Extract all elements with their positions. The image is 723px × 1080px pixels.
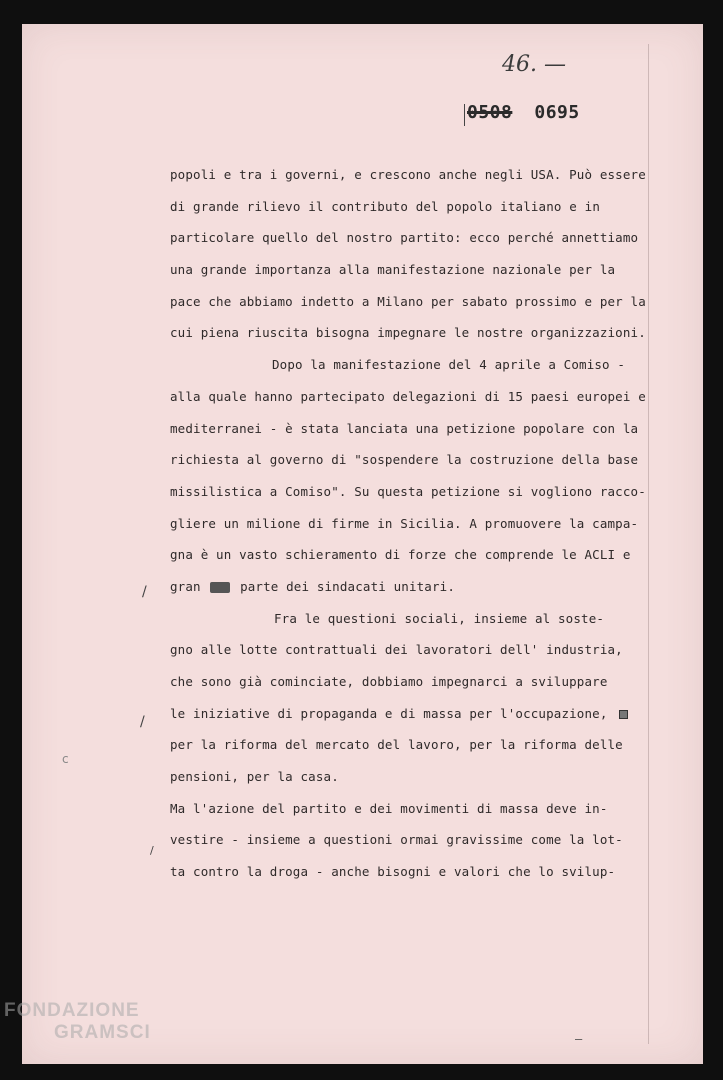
margin-pencil-mark: c xyxy=(62,752,69,766)
text-fragment: le iniziative di propaganda e di massa per l'occupazione, xyxy=(170,705,608,721)
archive-number-struck: 0508 xyxy=(467,102,513,123)
text-line: gna è un vasto schieramento di forze che comprende le ACLI e xyxy=(170,547,631,563)
archive-watermark-logo xyxy=(4,1000,151,1044)
watermark-line-2: GRAMSCI xyxy=(54,1022,151,1043)
text-line: cui piena riuscita bisogna impegnare le nostre organizzazioni. xyxy=(170,325,646,341)
text-line: Ma l'azione del partito e dei movimenti di massa deve in- xyxy=(170,800,608,816)
text-line: richiesta al governo di "sospendere la costruzione della base xyxy=(170,452,639,468)
text-line: per la riforma del mercato del lavoro, per la riforma delle xyxy=(170,737,623,753)
text-line: alla quale hanno partecipato delegazioni di 15 paesi europei e xyxy=(170,388,646,404)
text-line: missilistica a Comiso". Su questa petizione si vogliono racco- xyxy=(170,483,646,499)
margin-tick-mark: / xyxy=(140,714,145,730)
text-line xyxy=(170,571,600,603)
text-line: una grande importanza alla manifestazione nazionale per la xyxy=(170,262,616,278)
text-fragment: parte dei sindacati unitari. xyxy=(240,578,455,594)
bottom-dash-mark: — xyxy=(575,1032,583,1046)
text-line: popoli e tra i governi, e crescono anche negli USA. Può essere xyxy=(170,167,646,182)
watermark-line-1: FONDAZIONE xyxy=(4,1000,140,1021)
archive-stamp xyxy=(467,102,580,123)
text-line: Fra le questioni sociali, insieme al soste- xyxy=(274,610,605,626)
text-line: ta contro la droga - anche bisogni e valori che lo svilup- xyxy=(170,864,616,880)
text-line xyxy=(170,698,608,730)
text-fragment: gran xyxy=(170,578,201,594)
ink-blot xyxy=(210,582,230,593)
fold-line xyxy=(648,44,649,1044)
text-line: pensioni, per la casa. xyxy=(170,769,339,785)
margin-tick-mark: / xyxy=(142,584,147,600)
stamp-bar xyxy=(464,104,465,126)
margin-tick-mark: / xyxy=(150,844,154,857)
text-line: che sono già cominciate, dobbiamo impegnarci a sviluppare xyxy=(170,674,608,689)
text-line: vestire - insieme a questioni ormai gravissime come la lot- xyxy=(170,832,623,848)
square-mark-icon xyxy=(619,710,628,719)
text-line: gliere un milione di firme in Sicilia. A promuovere la campa- xyxy=(170,515,639,531)
archive-number: 0695 xyxy=(534,102,580,123)
handwritten-page-number: 46. — xyxy=(502,52,566,77)
text-line: particolare quello del nostro partito: ecco perché annettiamo xyxy=(170,230,639,246)
text-line: Dopo la manifestazione del 4 aprile a Comiso - xyxy=(272,357,626,373)
typed-text-body xyxy=(170,159,646,888)
text-line: di grande rilievo il contributo del popolo italiano e in xyxy=(170,198,600,214)
text-line: mediterranei - è stata lanciata una petizione popolare con la xyxy=(170,420,639,436)
text-line: pace che abbiamo indetto a Milano per sabato prossimo e per la xyxy=(170,293,646,309)
document-page xyxy=(22,24,703,1064)
text-line: gno alle lotte contrattuali dei lavoratori dell' industria, xyxy=(170,642,623,658)
